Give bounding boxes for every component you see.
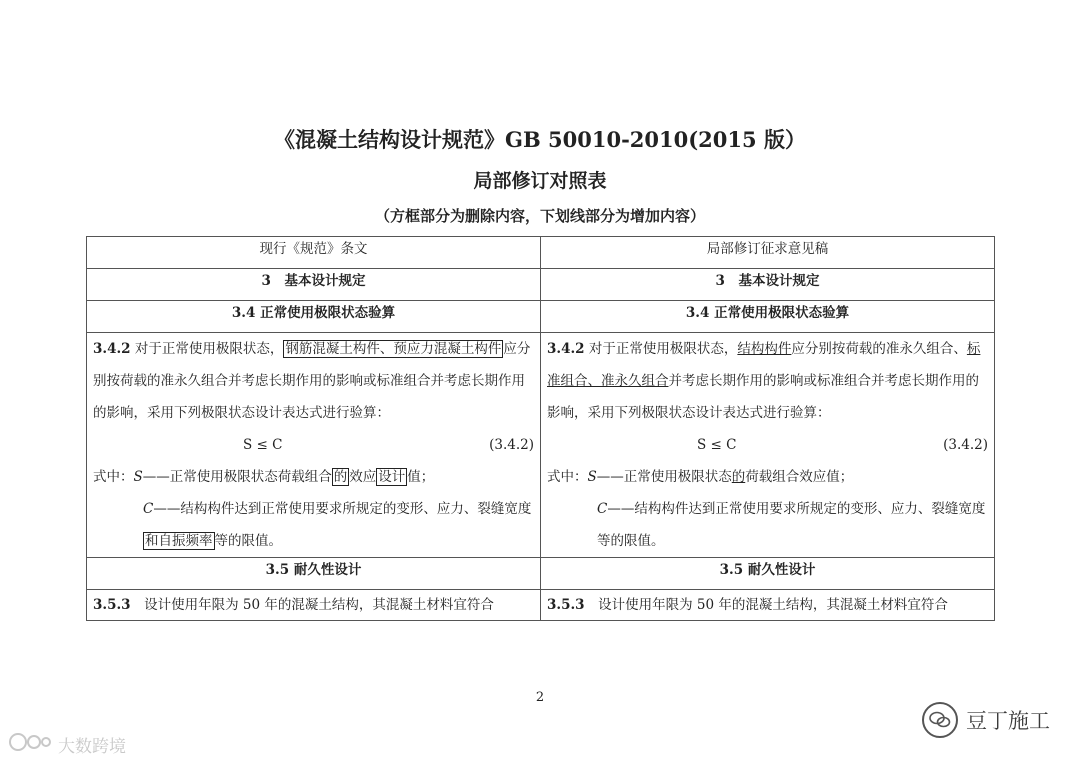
clause-left — [87, 590, 541, 621]
section-left: 3.4 正常使用极限状态验算 — [87, 301, 541, 333]
formula — [93, 429, 534, 461]
definition-c — [93, 493, 534, 557]
text-segment: 等的限值。 — [214, 533, 282, 549]
text-segment: ——结构构件达到正常使用要求所规定的变形、应力、裂缝宽度 — [153, 501, 532, 517]
formula-expression: S ≤ C — [243, 437, 283, 453]
clause-left — [87, 333, 541, 558]
added-text: 标准组合、准永久组合 — [547, 341, 981, 389]
formula-number: (3.4.2) — [489, 437, 534, 453]
clause-number: 3.4.2 — [93, 341, 131, 357]
symbol: S — [133, 469, 143, 485]
header-revision: 局部修订征求意见稿 — [541, 237, 995, 269]
clause-right-text — [547, 333, 988, 429]
table-header-row — [87, 237, 995, 269]
section-row-3-5 — [87, 558, 995, 590]
text-segment: 荷载组合效应值； — [745, 469, 854, 485]
document-title: 《混凝土结构设计规范》GB 50010-2010(2015 版） — [274, 127, 806, 152]
definition-c — [547, 493, 988, 557]
text-segment: 设计使用年限为 50 年的混凝土结构，其混凝土材料宜符合 — [130, 597, 494, 613]
watermark-right-text: 豆丁施工 — [966, 709, 1050, 733]
deleted-text: 钢筋混凝土构件、预应力混凝土构件 — [285, 341, 502, 357]
text-segment: 式中： — [93, 469, 134, 485]
clause-right — [541, 590, 995, 621]
chapter-right: 3 基本设计规定 — [541, 269, 995, 301]
chapter-left: 3 基本设计规定 — [87, 269, 541, 301]
text-segment: 值； — [407, 469, 435, 485]
comparison-table — [86, 236, 995, 621]
text-segment: 并考虑长期作用的影响或标准组合并考虑长期作用的影响，采用下列极限状态设计表达式进行验算： — [547, 373, 979, 421]
clause-left-text — [93, 333, 534, 429]
watermark-left-text: 大数跨境 — [58, 737, 126, 757]
wechat-icon — [922, 702, 958, 738]
deleted-text: 的 — [333, 469, 348, 485]
text-segment: 式中： — [547, 469, 588, 485]
text-segment: 应分别按荷载的准永久组合、 — [791, 341, 967, 357]
definition-s — [547, 461, 988, 493]
formula — [547, 429, 988, 461]
text-segment: ——结构构件达到正常使用要求所规定的变形、应力、裂缝宽度等的限值。 — [597, 501, 986, 549]
added-text: 的 — [731, 469, 746, 485]
text-segment: ——正常使用极限状态 — [596, 469, 732, 485]
page-number: 2 — [535, 690, 545, 705]
symbol: C — [597, 501, 608, 517]
watermark-right — [922, 702, 1050, 738]
symbol: S — [587, 469, 597, 485]
text-segment: 设计使用年限为 50 年的混凝土结构，其混凝土材料宜符合 — [584, 597, 948, 613]
section-left: 3.5 耐久性设计 — [87, 558, 541, 590]
logo-icon — [8, 730, 52, 759]
clause-number: 3.5.3 — [547, 597, 585, 613]
clause-row-3-5-3 — [87, 590, 995, 621]
symbol: C — [143, 501, 154, 517]
clause-number: 3.5.3 — [93, 597, 131, 613]
deleted-text: 和自振频率 — [145, 533, 213, 549]
section-right: 3.4 正常使用极限状态验算 — [541, 301, 995, 333]
section-row-3-4 — [87, 301, 995, 333]
text-segment: 对于正常使用极限状态， — [130, 341, 284, 357]
text-segment: 对于正常使用极限状态， — [584, 341, 738, 357]
clause-row-3-4-2 — [87, 333, 995, 558]
clause-right — [541, 333, 995, 558]
watermark-left — [8, 730, 126, 759]
deleted-text: 设计 — [378, 469, 406, 485]
header-current: 现行《规范》条文 — [87, 237, 541, 269]
definition-s — [93, 461, 534, 493]
formula-expression: S ≤ C — [697, 437, 737, 453]
text-segment: ——正常使用极限状态荷载组合 — [142, 469, 332, 485]
chapter-row — [87, 269, 995, 301]
formula-number: (3.4.2) — [943, 437, 988, 453]
section-right: 3.5 耐久性设计 — [541, 558, 995, 590]
document-subtitle: 局部修订对照表 — [473, 170, 607, 192]
text-segment: 应分别按荷载的准永久组合并考虑长期作用的影响或标准组合并考虑长期作用的影响，采用下列极限状态设计表达式进行验算： — [93, 341, 531, 421]
text-segment: 效应 — [349, 469, 377, 485]
added-text: 结构构件 — [737, 341, 792, 357]
clause-number: 3.4.2 — [547, 341, 585, 357]
document-note: （方框部分为删除内容，下划线部分为增加内容） — [374, 207, 705, 225]
